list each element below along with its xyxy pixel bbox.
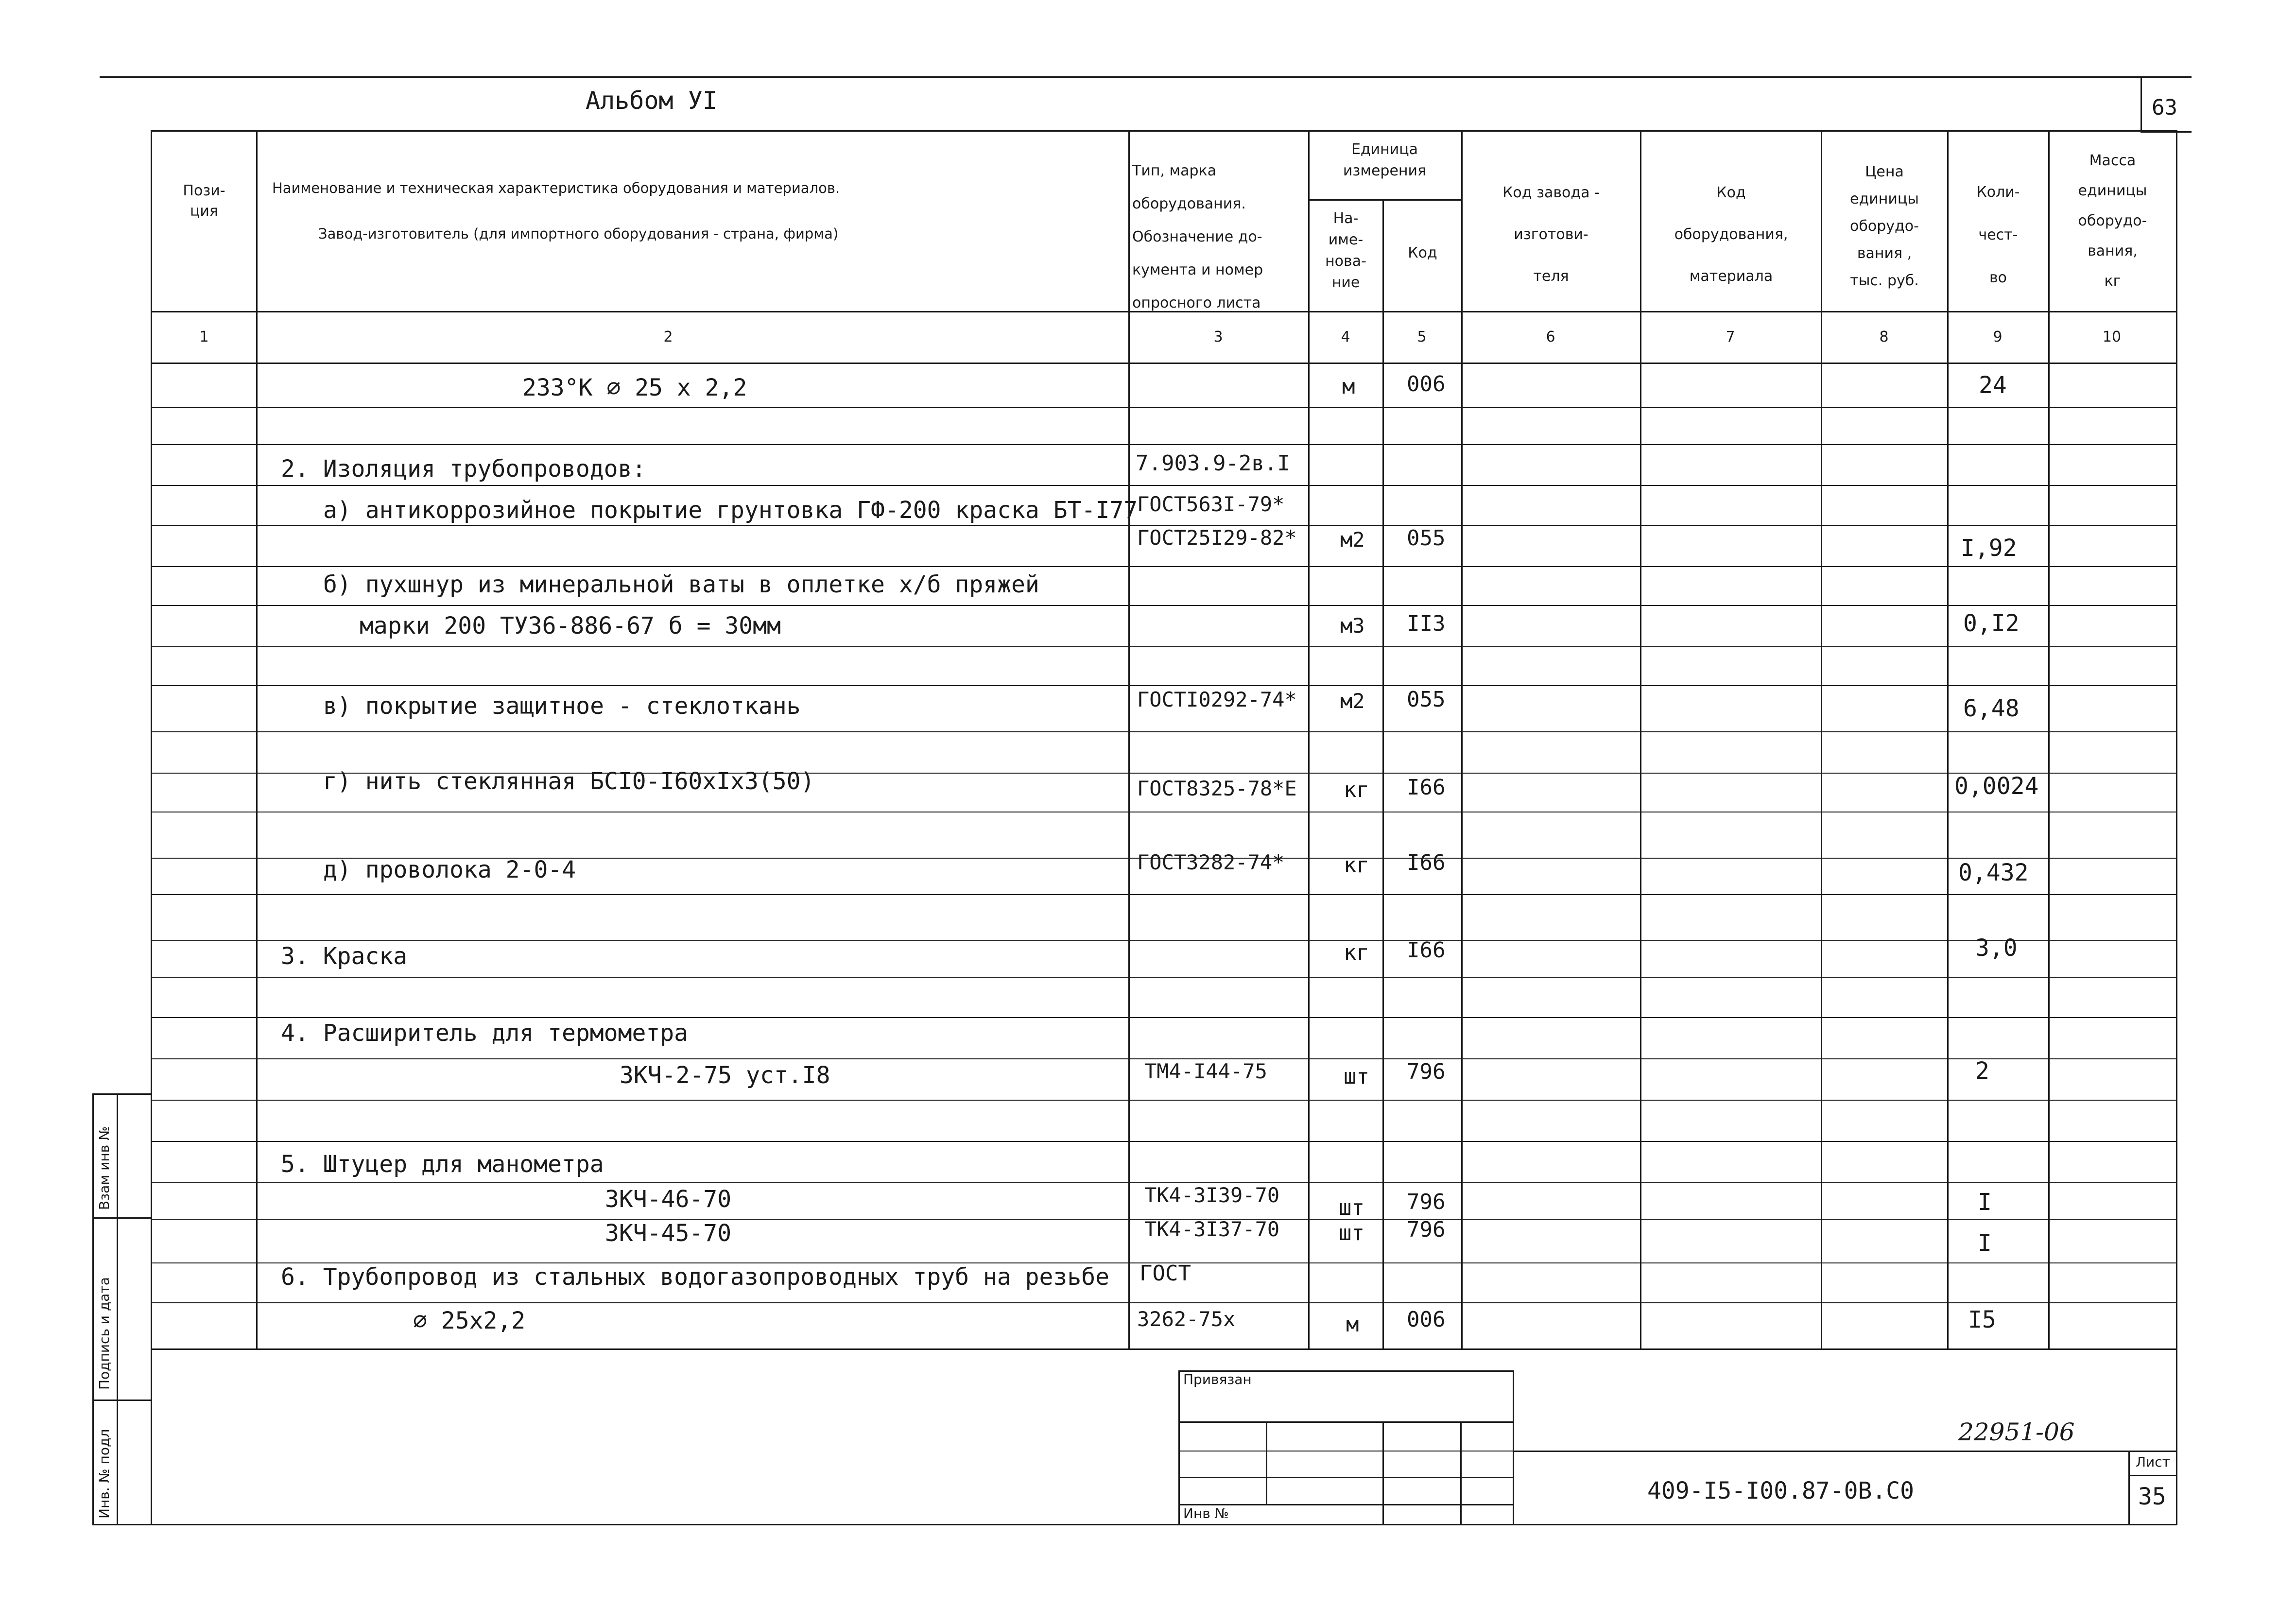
- row-qty: I: [1978, 1229, 1992, 1257]
- corner-box-left: [2141, 77, 2142, 133]
- row-unit: кг: [1344, 778, 1369, 802]
- col-line-10: [2176, 130, 2177, 1525]
- row-name: а) антикоррозийное покрытие грунтовка ГФ-200 краска БТ-I77: [323, 497, 1138, 524]
- col-line-9: [2048, 130, 2050, 1348]
- side-strip-div1: [92, 1217, 151, 1219]
- row-doc: ГОСТ8325-78*Е: [1137, 777, 1297, 800]
- page-bottom-rule: [92, 1524, 2177, 1525]
- row-unit: шт: [1339, 1195, 1364, 1220]
- row-unit: м2: [1340, 528, 1365, 552]
- colnum-3: 3: [1213, 328, 1223, 346]
- row-qty: 3,0: [1975, 934, 2018, 962]
- row-doc: ГОСТ3282-74*: [1137, 850, 1285, 874]
- row-name: д) проволока 2-0-4: [323, 856, 576, 883]
- row-doc: ГОСТ25I29-82*: [1137, 526, 1297, 550]
- colnum-10: 10: [2102, 328, 2122, 346]
- col-line-4: [1382, 199, 1384, 1348]
- sheet-box-left: [2128, 1451, 2130, 1525]
- row-doc: 3262-75х: [1137, 1307, 1236, 1331]
- row-line: [151, 1302, 2177, 1303]
- col-line-3: [1308, 130, 1310, 1348]
- row-unit: кг: [1344, 853, 1369, 878]
- colnum-1: 1: [199, 328, 209, 346]
- header-unit-name: На- име- нова- ние: [1325, 210, 1366, 291]
- side-strip-inner: [117, 1093, 118, 1525]
- album-title: Альбом УI: [586, 86, 717, 115]
- row-name: г) нить стеклянная БСI0-I60хIх3(50): [323, 768, 815, 795]
- row-name: в) покрытие защитное - стеклоткань: [323, 692, 801, 720]
- row-qty: 6,48: [1963, 695, 2020, 722]
- row-name: 5. Штуцер для манометра: [281, 1151, 604, 1178]
- row-qty: 0,432: [1958, 859, 2029, 886]
- side-label-podpis: Подпись и дата: [96, 1277, 112, 1390]
- colnum-4: 4: [1341, 328, 1350, 346]
- header-position: Пози- ция: [183, 182, 225, 220]
- row-line: [151, 685, 2177, 686]
- row-unit: шт: [1339, 1221, 1364, 1245]
- row-doc: ТК4-3I37-70: [1144, 1217, 1280, 1241]
- colnum-5: 5: [1417, 328, 1427, 346]
- row-code: 796: [1407, 1190, 1446, 1214]
- header-equipment-code: Код оборудования, материала: [1674, 184, 1788, 285]
- row-code: II3: [1407, 611, 1446, 636]
- stamp-privyazan: Привязан: [1183, 1371, 1252, 1387]
- row-doc: 7.903.9-2в.I: [1136, 451, 1290, 476]
- row-line: [151, 444, 2177, 445]
- colnum-9: 9: [1993, 328, 2003, 346]
- row-line: [151, 566, 2177, 567]
- row-line: [151, 977, 2177, 978]
- stamp-line: [1178, 1421, 1514, 1423]
- col-line-8: [1947, 130, 1949, 1348]
- col-line-2: [1128, 130, 1130, 1348]
- row-line: [151, 407, 2177, 408]
- row-qty: 2: [1975, 1057, 1989, 1085]
- sheet-box-split: [2128, 1475, 2177, 1476]
- row-unit: м3: [1340, 614, 1365, 638]
- side-strip-left: [92, 1093, 94, 1525]
- header-factory-code: Код завода - изготови- теля: [1502, 184, 1600, 285]
- row-unit: м: [1342, 374, 1355, 399]
- col-line-6: [1640, 130, 1641, 1348]
- row-qty: I,92: [1961, 535, 2017, 562]
- row-doc: ГОСТI0292-74*: [1137, 688, 1297, 711]
- header-unit-group: Единица измерения: [1343, 141, 1427, 179]
- row-line: [151, 1100, 2177, 1101]
- row-unit: м: [1346, 1312, 1359, 1337]
- row-doc: ГОСТ: [1139, 1261, 1191, 1286]
- side-label-inv-podl: Инв. № подл: [96, 1429, 112, 1519]
- row-unit: кг: [1344, 940, 1369, 965]
- header-mass: Масса единицы оборудо- вания, кг: [2078, 152, 2147, 290]
- row-line: [151, 1017, 2177, 1018]
- document-code: 409-I5-I00.87-0В.С0: [1647, 1477, 1915, 1504]
- sheet-number: 35: [2138, 1483, 2166, 1510]
- unit-group-split: [1308, 199, 1461, 201]
- header-name-line1: Наименование и техническая характеристика оборудования и материалов.: [272, 180, 840, 196]
- row-line: [151, 646, 2177, 647]
- table-top: [151, 130, 2177, 132]
- row-qty: 0,0024: [1954, 773, 2039, 800]
- side-strip-div2: [92, 1400, 151, 1401]
- side-label-vzam: Взам инв №: [96, 1126, 112, 1210]
- stamp-right-inner: [1513, 1370, 1514, 1525]
- stamp-inv-no: Инв №: [1183, 1505, 1229, 1521]
- row-code: 796: [1407, 1217, 1446, 1242]
- row-name: ∅ 25х2,2: [413, 1307, 526, 1334]
- row-name: 4. Расширитель для термометра: [281, 1019, 689, 1047]
- row-doc: ТК4-3I39-70: [1144, 1183, 1280, 1207]
- row-name: 3. Краска: [281, 943, 408, 970]
- colnum-7: 7: [1726, 328, 1735, 346]
- row-code: I66: [1407, 775, 1446, 800]
- row-code: 006: [1407, 372, 1446, 397]
- row-name: 2. Изоляция трубопроводов:: [281, 455, 646, 483]
- header-price: Цена единицы оборудо- вания , тыс. руб.: [1850, 163, 1919, 289]
- row-code: 055: [1407, 687, 1446, 712]
- table-bottom: [151, 1348, 2177, 1350]
- row-qty: 0,I2: [1963, 610, 2020, 637]
- page-corner-number: 63: [2152, 95, 2177, 120]
- col-line-1: [256, 130, 258, 1348]
- sheet-label: Лист: [2136, 1454, 2170, 1470]
- row-code: 006: [1407, 1307, 1446, 1332]
- row-doc: ГОСТ563I-79*: [1137, 492, 1285, 516]
- row-qty: I: [1978, 1189, 1992, 1216]
- stamp-left: [1178, 1370, 1180, 1525]
- row-code: I66: [1407, 850, 1446, 875]
- row-line: [151, 894, 2177, 895]
- stamp-col: [1266, 1421, 1267, 1504]
- colnum-6: 6: [1546, 328, 1555, 346]
- titleblock-top: [1513, 1451, 2177, 1452]
- colnum-2: 2: [663, 328, 673, 346]
- col-line-5: [1461, 130, 1463, 1348]
- header-name-line2: Завод-изготовитель (для импортного оборудования - страна, фирма): [318, 225, 839, 242]
- row-name: 233°К ∅ 25 х 2,2: [522, 374, 747, 401]
- stamp-col: [1460, 1421, 1462, 1525]
- row-doc: ТМ4-I44-75: [1144, 1059, 1267, 1083]
- top-rule: [100, 76, 2192, 78]
- col-line-7: [1821, 130, 1822, 1348]
- row-name: б) пухшнур из минеральной ваты в оплетке х/б пряжей: [323, 571, 1039, 598]
- row-line: [151, 1141, 2177, 1142]
- row-name: марки 200 ТУ36-886-67 б = 30мм: [360, 612, 781, 639]
- row-name: ЗКЧ-2-75 уст.I8: [620, 1062, 830, 1089]
- header-quantity: Коли- чест- во: [1976, 184, 2020, 286]
- row-qty: I5: [1968, 1306, 1996, 1333]
- header-type-mark: Тип, марка оборудования. Обозначение до- кумента и номер опросного листа: [1132, 162, 1263, 311]
- row-line: [151, 485, 2177, 486]
- row-qty: 24: [1979, 372, 2007, 399]
- handwritten-number: 22951-06: [1958, 1418, 2075, 1446]
- colnum-8: 8: [1879, 328, 1889, 346]
- row-name: ЗКЧ-45-70: [605, 1220, 732, 1247]
- header-unit-code: Код: [1408, 244, 1437, 261]
- row-name: 6. Трубопровод из стальных водогазопроводных труб на резьбе: [281, 1263, 1110, 1291]
- row-name: ЗКЧ-46-70: [605, 1186, 732, 1213]
- row-line: [151, 605, 2177, 606]
- numbers-bottom: [151, 363, 2177, 364]
- row-unit: м2: [1340, 689, 1365, 713]
- row-code: I66: [1407, 938, 1446, 963]
- row-line: [151, 731, 2177, 732]
- col-line-0: [151, 130, 152, 1525]
- row-unit: шт: [1344, 1064, 1369, 1089]
- row-line: [151, 940, 2177, 941]
- stamp-col: [1382, 1421, 1384, 1525]
- side-strip-top: [92, 1093, 151, 1095]
- row-code: 796: [1407, 1059, 1446, 1084]
- row-code: 055: [1407, 526, 1446, 551]
- stamp-line: [1178, 1477, 1514, 1478]
